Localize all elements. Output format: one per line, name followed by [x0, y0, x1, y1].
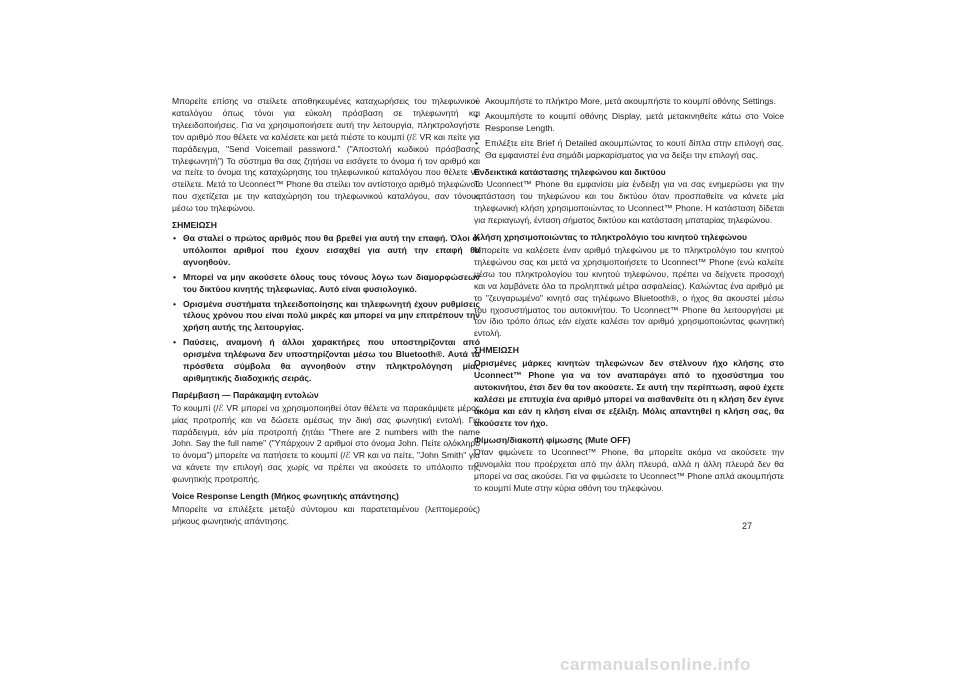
voice-response-length-heading: Voice Response Length (Μήκος φωνητικής απάντησης)	[172, 491, 399, 502]
mute-paragraph: Όταν φιμώνετε το Uconnect™ Phone, θα μπορείτε ακόμα να ακούσετε την συνομιλία που προέρχεται από την άλλη πλευρά, αλλά η άλλη πλευρά δεν θα μπορεί να σας ακούσει. Για να φιμώσετε το Uconnect™ Phone απλά ακουμπήστε το κουμπί Mute στην κύρια οθόνη του τηλεφώνου.	[474, 447, 784, 494]
watermark: carmanualsonline.info	[560, 655, 751, 674]
mobile-keypad-heading: Κλήση χρησιμοποιώντας το πληκτρολόγιο του κινητού τηλεφώνου	[474, 232, 748, 243]
mobile-keypad-paragraph: Μπορείτε να καλέσετε έναν αριθμό τηλεφώνου με το πληκτρολόγιο του κινητού τηλεφώνου σας και μετά να χρησιμοποιήσετε το Uconnect™ Phone (ενώ καλείτε μέσω του πληκτρολογίου του κινητού τηλεφώνου, πρέπει να δείχνετε προσοχή και να λαμβάνετε όλα τα προληπτικά μέτρα ασφαλείας). Καλώντας ένα αριθμό με το "ζευγαρωμένο" κινητό σας τηλέφωνο Bluetooth®, ο ήχος θα ακουστεί μέσω του ηχοσυστήματος του αυτοκινήτου. Το Uconnect™ Phone θα λειτουργήσει με τον ίδιο τρόπο όπως εάν είχατε καλέσει τον αριθμό χρησιμοποιώντας φωνητική εντολή.	[474, 244, 784, 339]
status-indicators-paragraph: Το Uconnect™ Phone θα εμφανίσει μία ένδειξη για να σας ενημερώσει για την κατάσταση του τηλεφώνου και του δικτύου όταν προσπαθείτε να κάνετε μία τηλεφωνική κλήση χρησιμοποιώντας το Uconnect™ Phone. Η κατάσταση δίδεται για περιαγωγή, ένταση σήματος δικτύου και κατάσταση μπαταρίας τηλεφώνου.	[474, 179, 784, 226]
barge-in-heading: Παρέμβαση — Παράκαμψη εντολών	[172, 389, 319, 400]
intro-paragraph: Μπορείτε επίσης να στείλετε αποθηκευμένες καταχωρήσεις του τηλεφωνικού καταλόγου όπως τόνοι για εύκολη πρόσβαση σε τηλεφωνητή και τηλεειδοποιήσεις. Για να χρησιμοποιήσετε αυτή την λειτουργία, πληκτρολογήστε τον αριθμό που θέλετε να καλέσετε και μετά πιέστε το κουμπί (/ℰ VR και πείτε για παράδειγμα, "Send Voicemail password." ("Αποστολή κωδικού πρόσβασης τηλεφωνητή") Το σύστημα θα σας ζητήσει να εισάγετε το όνομα ή τον αριθμό και να πείτε το όνομα της καταχώρησης του τηλεφωνικού καταλόγου που θέλετε να στείλετε. Μετά το Uconnect™ Phone θα στείλει τον αντίστοιχο αριθμό τηλεφώνου που σχετίζεται με την καταχώρηση του τηλεφωνικού καταλόγου, σαν τόνους μέσω του τηλεφώνου.	[172, 96, 480, 214]
note-paragraph: Ορισμένες μάρκες κινητών τηλεφώνων δεν στέλνουν ήχο κλήσης στο Uconnect™ Phone για να τον αναπαράγει από το ηχοσύστημα του αυτοκινήτου, έτσι δεν θα τον ακούσετε. Σε αυτή την περίπτωση, αφού έχετε καλέσει με επιτυχία ένα αριθμό μπορεί να αισθανθείτε ότι η κλήση δεν έγινε ακόμα και εάν η κλήση είναι σε εξέλιξη. Μόλις απαντηθεί η κλήση σας, θα ακούσετε τον ήχο.	[474, 358, 784, 428]
right-column	[474, 96, 784, 500]
list-item: • Ορισμένα συστήματα τηλεειδοποίησης και τηλεφωνητή έχουν ρυθμίσεις τέλους χρόνου που είναι πολύ μικρές και μπορεί να μην επιτρέπουν την χρήση αυτής της λειτουργίας.	[172, 299, 480, 335]
list-item: • Παύσεις, αναμονή ή άλλοι χαρακτήρες που υποστηρίζονται από ορισμένα τηλέφωνα δεν υποστηρίζονται μέσω του Bluetooth®. Αυτά τα πρόσθετα σύμβολα θα αγνοηθούν στην πληκτρολόγηση μίας αριθμητικής διαδοχικής σειράς.	[172, 337, 480, 385]
note-heading: ΣΗΜΕΙΩΣΗ	[172, 220, 217, 231]
voice-response-length-paragraph: Μπορείτε να επιλέξετε μεταξύ σύντομου και παρατεταμένου (λεπτομερούς) μήκους φωνητικής απάντησης.	[172, 504, 480, 526]
status-indicators-heading: Ενδεικτικά κατάστασης τηλεφώνου και δικτύου	[474, 166, 666, 177]
note-heading: ΣΗΜΕΙΩΣΗ	[474, 345, 519, 356]
list-item: • Ακουμπήστε το κουμπί οθόνης Display, μετά μετακινηθείτε κάτω στο Voice Response Length.	[474, 111, 784, 135]
list-item: • Επιλέξτε είτε Brief ή Detailed ακουμπώντας το κουτί δίπλα στην επιλογή σας. Θα εμφανιστεί ένα σημάδι μαρκαρίσματος για να δείξει την επιλογή σας.	[474, 138, 784, 162]
steps-list	[474, 96, 784, 162]
list-item: • Ακουμπήστε το πλήκτρο More, μετά ακουμπήστε το κουμπί οθόνης Settings.	[474, 96, 784, 108]
left-column	[172, 96, 480, 533]
mute-heading: Φίμωση/διακοπή φίμωσης (Mute OFF)	[474, 434, 631, 445]
list-item: • Θα σταλεί ο πρώτος αριθμός που θα βρεθεί για αυτή την επαφή. Όλοι οι υπόλοιποι αριθμοί που έχουν εισαχθεί για αυτή την επαφή θα αγνοηθούν.	[172, 233, 480, 269]
barge-in-paragraph: Το κουμπί (/ℰ VR μπορεί να χρησιμοποιηθεί όταν θέλετε να παρακάμψετε μέρος μίας προτροπής και να δώσετε αμέσως την δική σας φωνητική εντολή. Για παράδειγμα, εάν μία προτροπή ζητάει "There are 2 numbers with the name John. Say the full name" ("Υπάρχουν 2 αριθμοί στο όνομα John. Πείτε ολόκληρο το όνομα") μπορείτε να πατήσετε το κουμπί (/ℰ VR και να πείτε, "John Smith" για να κάνετε την επιλογή σας χωρίς να πρέπει να ακούσετε το υπόλοιπο της φωνητικής προτροπής.	[172, 402, 480, 485]
page-number: 27	[742, 521, 753, 531]
list-item: • Μπορεί να μην ακούσετε όλους τους τόνους λόγω των διαμορφώσεων του δικτύου κινητής τηλεφωνίας. Αυτό είναι φυσιολογικό.	[172, 272, 480, 296]
note-list	[172, 233, 480, 385]
